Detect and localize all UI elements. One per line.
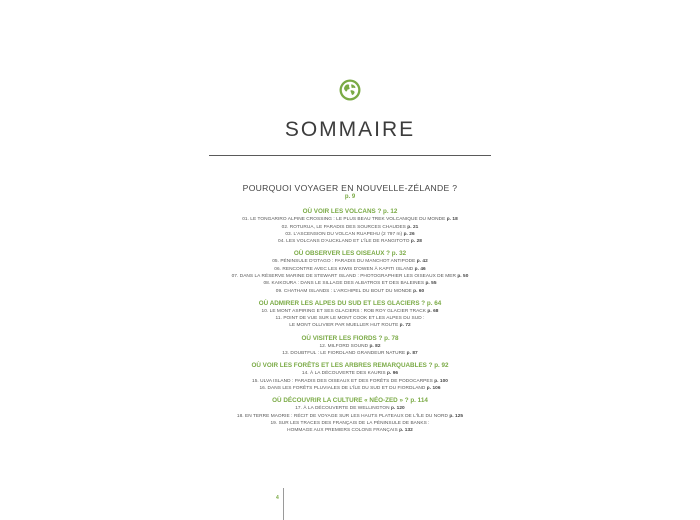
toc-entry [0, 378, 700, 385]
toc-entry [0, 385, 700, 392]
section-heading: OÙ ADMIRER LES ALPES DU SUD ET LES GLACIERS ? p. 64 [258, 299, 442, 307]
page-folio: 4 [276, 495, 279, 501]
intro-page-number: p. 9 [344, 194, 356, 200]
toc-entry-page: p. 46 [414, 266, 426, 272]
section-heading: OÙ VOIR LES FORÊTS ET LES ARBRES REMARQUABLES ? p. 92 [251, 362, 449, 370]
section-heading: OÙ OBSERVER LES OISEAUX ? p. 32 [293, 250, 407, 258]
toc-entry [0, 273, 700, 280]
table-of-contents [0, 207, 700, 438]
section-heading: OÙ DÉCOUVRIR LA CULTURE « NÉO-ZED » ? p. 114 [272, 397, 428, 405]
toc-section [0, 207, 700, 245]
toc-entry-title: 08. KAIKOURA : DANS LE SILLAGE DES ALBATROS ET DES BALEINES [263, 281, 425, 287]
toc-entry [0, 350, 700, 357]
toc-entry-page: p. 120 [390, 406, 405, 412]
toc-entry [0, 238, 700, 245]
toc-entry-title: 07. DANS LA RÉSERVE MARINE DE STEWART ISLAND : PHOTOGRAPHIER LES OISEAUX DE MER [231, 273, 456, 279]
toc-entry [0, 322, 700, 329]
toc-entry [0, 231, 700, 238]
toc-section [0, 396, 700, 434]
toc-entry-title: 16. DANS LES FORÊTS PLUVIALES DE L'ÎLE DU SUD ET DU FIORDLAND [259, 385, 426, 391]
toc-section [0, 249, 700, 295]
toc-entry-title: 12. MILFORD SOUND [319, 343, 369, 349]
toc-entry-page: p. 21 [407, 224, 419, 230]
toc-section [0, 361, 700, 392]
toc-entry [0, 266, 700, 273]
toc-entry-title: 15. ULVA ISLAND : PARADIS DES OISEAUX ET DES FORÊTS DE PODOCARPES [252, 378, 433, 384]
toc-entry-title: 02. ROTURUA, LE PARADIS DES SOURCES CHAUDES [281, 224, 406, 230]
toc-entry-title: LE MONT OLLIVIER PAR MUELLER HUT ROUTE [289, 323, 399, 329]
toc-entry [0, 343, 700, 350]
toc-entry-title: 17. À LA DÉCOUVERTE DE WELLINGTON [295, 406, 390, 412]
toc-entry-title: 05. PÉNINSULE D'OTAGO : PARADIS DU MANCHOT ANTIPODE [272, 259, 416, 265]
toc-entry-title: 10. LE MONT ASPIRING ET SES GLACIERS : ROB ROY GLACIER TRACK [261, 308, 426, 314]
footer-divider [283, 488, 284, 520]
toc-entry-page: p. 72 [399, 323, 411, 329]
toc-entry-page: p. 132 [399, 428, 413, 434]
toc-entry-title: 18. EN TERRE MAORIE : RÉCIT DE VOYAGE SUR LES HAUTS PLATEAUX DE L'ÎLE DU NORD [236, 413, 448, 419]
toc-entry [0, 420, 700, 427]
page-title: SOMMAIRE [284, 118, 416, 141]
title-divider [209, 155, 491, 156]
toc-entry-page: p. 55 [425, 281, 437, 287]
toc-entry-title: 13. DOUBTFUL : LE FIORDLAND GRANDEUR NATURE [282, 351, 406, 357]
toc-entry-page: p. 100 [434, 378, 448, 384]
toc-entry-title: 06. RENCONTRE AVEC LES KIWIS D'OWEN À KAPITI ISLAND [274, 266, 414, 272]
toc-entry-page: p. 26 [403, 231, 415, 237]
toc-entry-title: 01. LE TONGARIRO ALPINE CROSSING : LE PLUS BEAU TREK VOLCANIQUE DU MONDE [242, 217, 446, 223]
toc-entry-page: p. 106 [426, 385, 441, 391]
toc-entry [0, 258, 700, 265]
toc-entry [0, 413, 700, 420]
section-heading: OÙ VOIR LES VOLCANS ? p. 12 [302, 208, 398, 215]
toc-entry-page: p. 42 [416, 259, 428, 265]
toc-entry-page: p. 96 [387, 371, 399, 377]
toc-entry-page: p. 125 [449, 413, 464, 419]
toc-entry-title: 09. CHATHAM ISLANDS : L'ARCHIPEL DU BOUT DU MONDE [275, 288, 412, 294]
toc-entry-title: 14. À LA DÉCOUVERTE DES KAURIS [301, 371, 386, 377]
toc-entry-title: 04. LES VOLCANS D'AUCKLAND ET L'ÎLE DE RANGITOTO [278, 239, 410, 245]
toc-entry-page: p. 82 [369, 343, 381, 349]
toc-entry-title: 11. POINT DE VUE SUR LE MONT COOK ET LES ALPES DU SUD : [275, 316, 425, 322]
globe-icon [339, 79, 361, 101]
toc-entry-title: 03. L'ASCENSION DU VOLCAN RUAPEHU (2 797 m) [285, 231, 403, 237]
toc-section [0, 299, 700, 330]
toc-entry-page: p. 28 [410, 239, 422, 245]
toc-entry [0, 370, 700, 377]
section-heading: OÙ VISITER LES FIORDS ? p. 78 [301, 334, 399, 342]
toc-entry [0, 315, 700, 322]
toc-entry [0, 224, 700, 231]
toc-entry-page: p. 68 [427, 308, 439, 314]
toc-entry [0, 288, 700, 295]
toc-entry-page: p. 60 [413, 288, 425, 294]
toc-entry-title: 19. SUR LES TRACES DES FRANÇAIS DE LA PÉNINSULE DE BANKS : [270, 420, 430, 426]
toc-entry [0, 308, 700, 315]
toc-entry [0, 427, 700, 434]
toc-entry [0, 405, 700, 412]
toc-entry-page: p. 50 [457, 273, 469, 279]
toc-section [0, 334, 700, 358]
intro-heading: POURQUOI VOYAGER EN NOUVELLE-ZÉLANDE ? [242, 183, 458, 193]
toc-entry-page: p. 87 [406, 351, 418, 357]
toc-entry-title: HOMMAGE AUX PREMIERS COLONS FRANÇAIS [287, 428, 398, 434]
toc-entry [0, 280, 700, 287]
toc-entry [0, 216, 700, 223]
toc-entry-page: p. 18 [446, 217, 458, 223]
